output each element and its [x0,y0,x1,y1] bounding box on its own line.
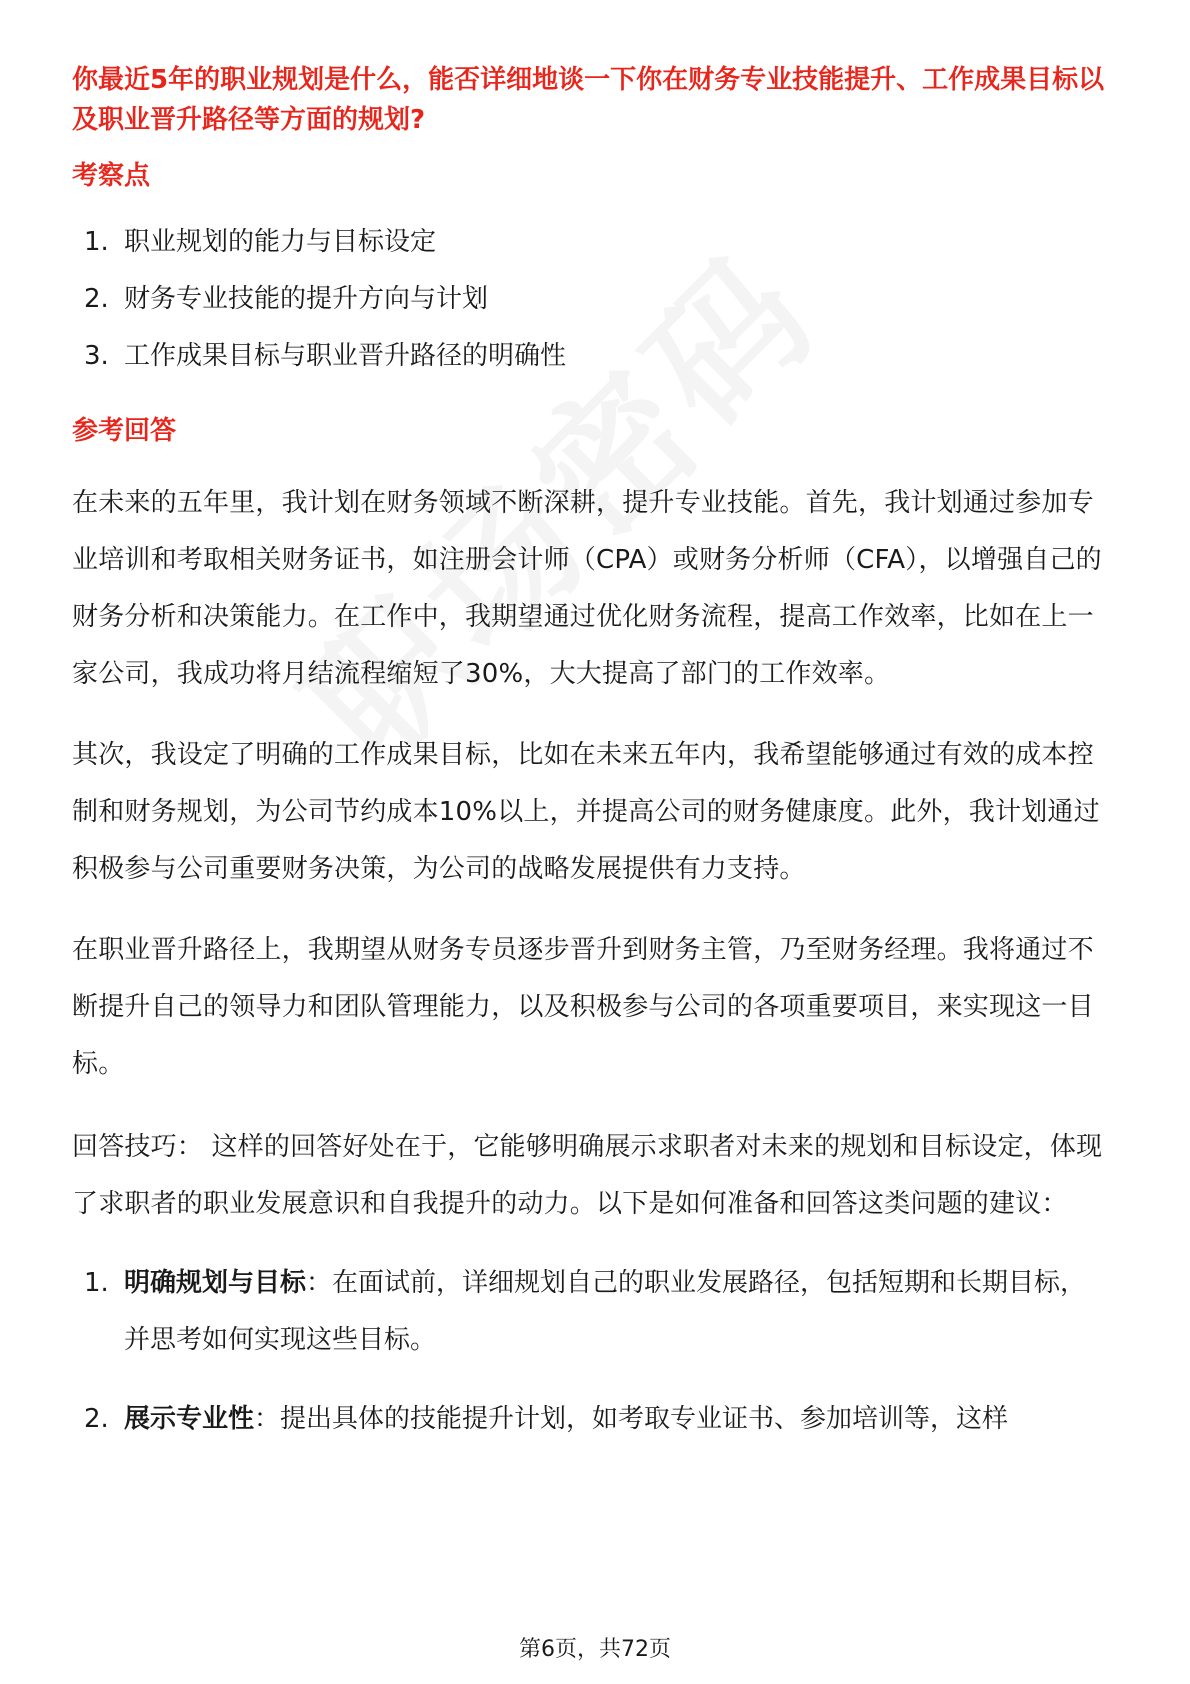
document-page [72,60,1112,1470]
section-heading-cankao: 参考回答 [72,416,177,446]
list-item [72,328,1112,385]
list-item [72,1391,1112,1448]
section-heading-kaochadian: 考察点 [72,161,151,191]
question-title: 你最近5年的职业规划是什么，能否详细地谈一下你在财务专业技能提升、工作成果目标以及职业晋升路径等方面的规划? [72,65,1105,135]
list-item [72,271,1112,328]
answer-paragraph-1: 在未来的五年里，我计划在财务领域不断深耕，提升专业技能。首先，我计划通过参加专业培训和考取相关财务证书，如注册会计师（CPA）或财务分析师（CFA），以增强自己的财务分析和决策能力。在工作中，我期望通过优化财务流程，提高工作效率，比如在上一家公司，我成功将月结流程缩短了30%，大大提高了部门的工作效率。 [72,488,1102,689]
tips-intro: 回答技巧： 这样的回答好处在于，它能够明确展示求职者对未来的规划和目标设定，体现了求职者的职业发展意识和自我提升的动力。以下是如何准备和回答这类问题的建议： [72,1132,1103,1219]
list-number: 3. [84,341,109,371]
answer-paragraph-2: 其次，我设定了明确的工作成果目标，比如在未来五年内，我希望能够通过有效的成本控制和财务规划，为公司节约成本10%以上，并提高公司的财务健康度。此外，我计划通过积极参与公司重要财务决策，为公司的战略发展提供有力支持。 [72,740,1100,884]
list-item [72,214,1112,271]
kaochadian-list [72,214,1112,385]
tip-title: 明确规划与目标 [124,1268,307,1298]
list-number: 2. [84,284,109,314]
list-item-text: 财务专业技能的提升方向与计划 [124,284,489,314]
tip-title: 展示专业性 [124,1404,255,1434]
list-item-text: 工作成果目标与职业晋升路径的明确性 [124,341,567,371]
page-footer: 第6页，共72页 [519,1637,671,1662]
list-number: 1. [84,227,109,257]
list-item [72,1255,1112,1369]
list-number: 1. [84,1268,109,1298]
list-item-text: 职业规划的能力与目标设定 [124,227,437,257]
tips-list [72,1255,1112,1448]
tip-text: ：在面试前，详细规划自己的职业发展路径，包括短期和长期目标，并思考如何实现这些目标。 [124,1268,1087,1355]
tip-text: ：提出具体的技能提升计划，如考取专业证书、参加培训等，这样 [254,1404,1009,1434]
answer-paragraph-3: 在职业晋升路径上，我期望从财务专员逐步晋升到财务主管，乃至财务经理。我将通过不断提升自己的领导力和团队管理能力，以及积极参与公司的各项重要项目，来实现这一目标。 [72,935,1094,1079]
list-number: 2. [84,1404,109,1434]
